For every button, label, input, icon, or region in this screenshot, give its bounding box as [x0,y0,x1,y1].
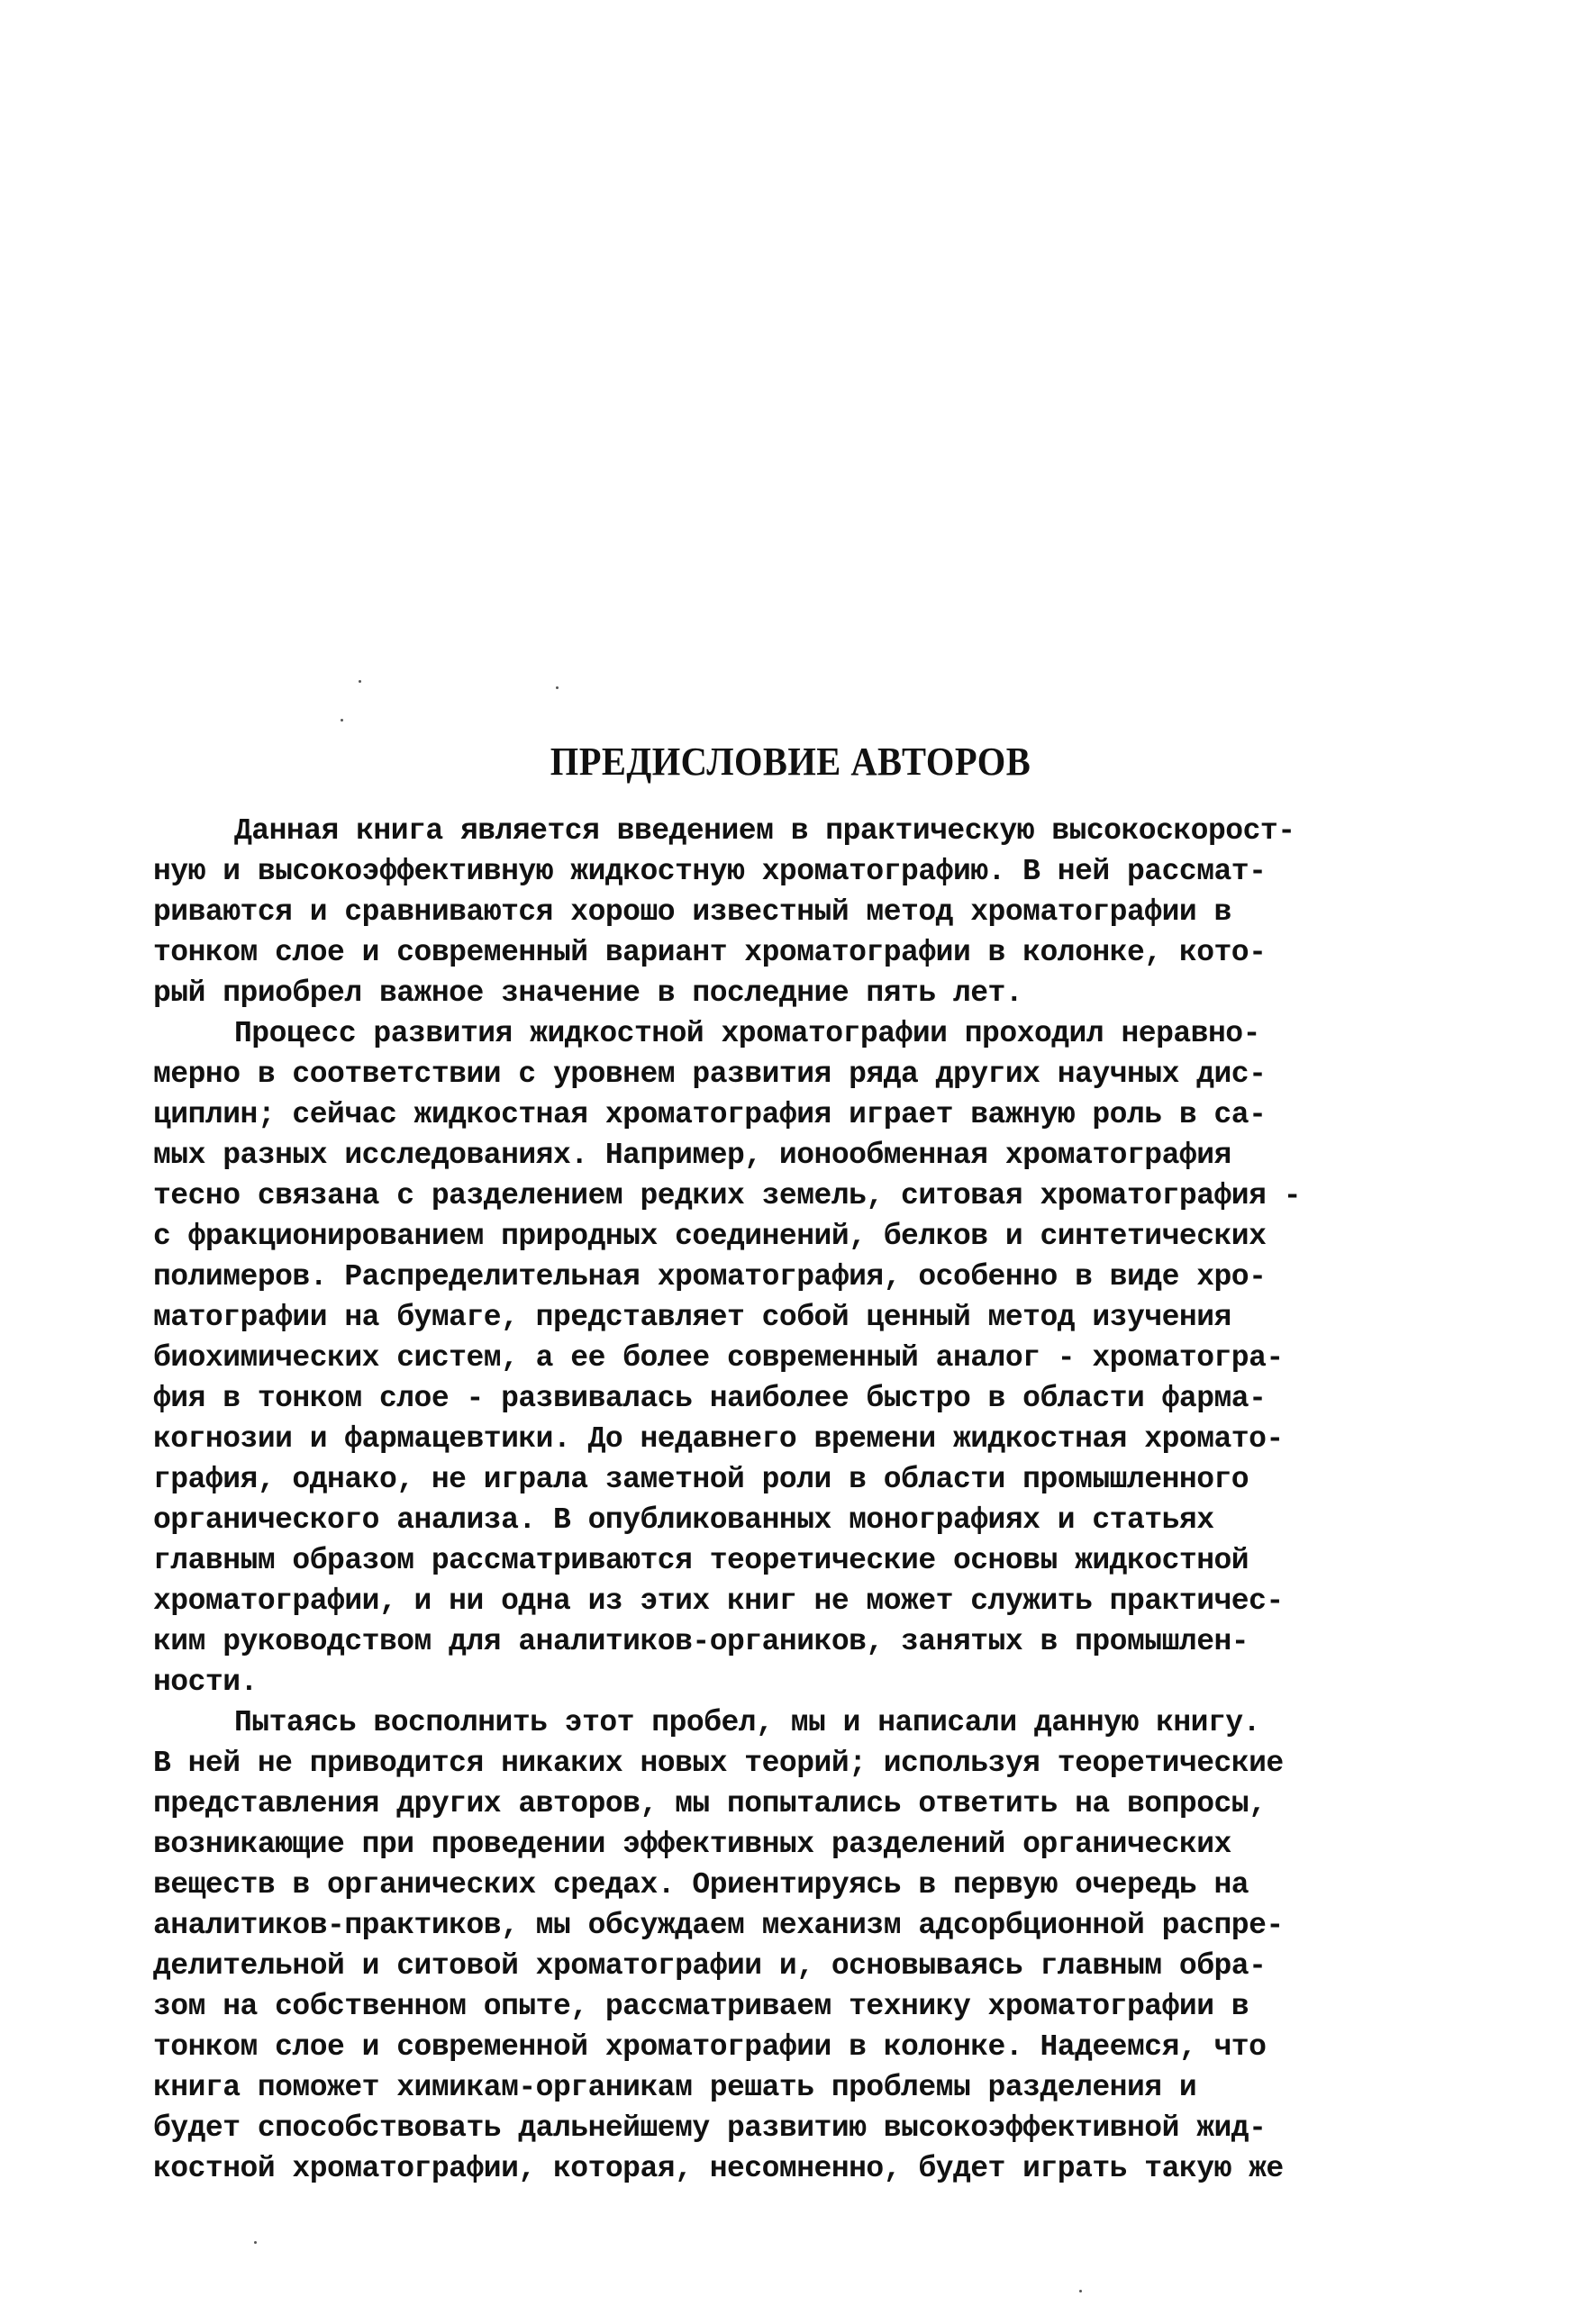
text-line: веществ в органических средах. Ориентируясь в первую очередь на [153,1868,1249,1902]
text-line: будет способствовать дальнейшему развитию высокоэффективной жид- [153,2111,1267,2145]
text-line: аналитиков-практиков, мы обсуждаем механизм адсорбционной распре- [153,1909,1284,1942]
text-line: возникающие при проведении эффективных разделений органических [153,1828,1231,1861]
body-text [153,811,1396,2189]
text-line: представления других авторов, мы попытались ответить на вопросы, [153,1787,1267,1820]
text-line: матографии на бумаге, представляет собой ценный метод изучения [153,1301,1231,1334]
text-line: графия, однако, не играла заметной роли в области промышленного [153,1463,1249,1496]
text-line: В ней не приводится никаких новых теорий; используя теоретические [153,1747,1284,1780]
scan-speck [359,680,361,683]
text-line: тонком слое и современной хроматографии в колонке. Надеемся, что [153,2030,1267,2064]
text-line: мерно в соответствии с уровнем развития ряда других научных дис- [153,1058,1267,1091]
page-title: ПРЕДИСЛОВИЕ АВТОРОВ [550,740,1031,784]
scan-speck [254,2241,257,2244]
scan-speck [556,686,559,689]
text-line: с фракционированием природных соединений, белков и синтетических [153,1220,1267,1253]
text-line: тонком слое и современный вариант хроматографии в колонке, кото- [153,936,1267,969]
text-line: риваются и сравниваются хорошо известный метод хроматографии в [153,895,1231,929]
text-line: мых разных исследованиях. Например, ионообменная хроматография [153,1139,1231,1172]
text-line: циплин; сейчас жидкостная хроматография играет важную роль в са- [153,1098,1267,1131]
text-line: ким руководством для аналитиков-органиков, занятых в промышлен- [153,1625,1249,1658]
text-line: когнозии и фармацевтики. До недавнего времени жидкостная хромато- [153,1422,1284,1456]
text-line: биохимических систем, а ее более современный аналог - хроматогра- [153,1341,1284,1375]
text-line: Данная книга является введением в практическую высокоскорост- [234,814,1295,848]
text-line: тесно связана с разделением редких земель, ситовая хроматография - [153,1179,1302,1212]
text-line: зом на собственном опыте, рассматриваем технику хроматографии в [153,1990,1249,2023]
scan-speck [1079,2290,1082,2292]
text-line: полимеров. Распределительная хроматография, особенно в виде хро- [153,1260,1267,1294]
text-line: рый приобрел важное значение в последние пять лет. [153,976,1023,1010]
text-line: Процесс развития жидкостной хроматографии проходил неравно- [234,1017,1260,1050]
scan-speck [341,719,343,722]
text-line: книга поможет химикам-органикам решать проблемы разделения и [153,2071,1197,2104]
text-line: Пытаясь восполнить этот пробел, мы и написали данную книгу. [234,1706,1260,1739]
text-line: главным образом рассматриваются теоретические основы жидкостной [153,1544,1249,1577]
text-line: ную и высокоэффективную жидкостную хроматографию. В ней рассмат- [153,855,1267,888]
text-line: делительной и ситовой хроматографии и, основываясь главным обра- [153,1949,1267,1983]
text-line: костной хроматографии, которая, несомненно, будет играть такую же [153,2152,1284,2185]
text-line: фия в тонком слое - развивалась наиболее быстро в области фарма- [153,1382,1267,1415]
text-line: ности. [153,1666,258,1699]
text-line: хроматографии, и ни одна из этих книг не может служить практичес- [153,1584,1284,1618]
text-line: органического анализа. В опубликованных монографиях и статьях [153,1503,1214,1537]
